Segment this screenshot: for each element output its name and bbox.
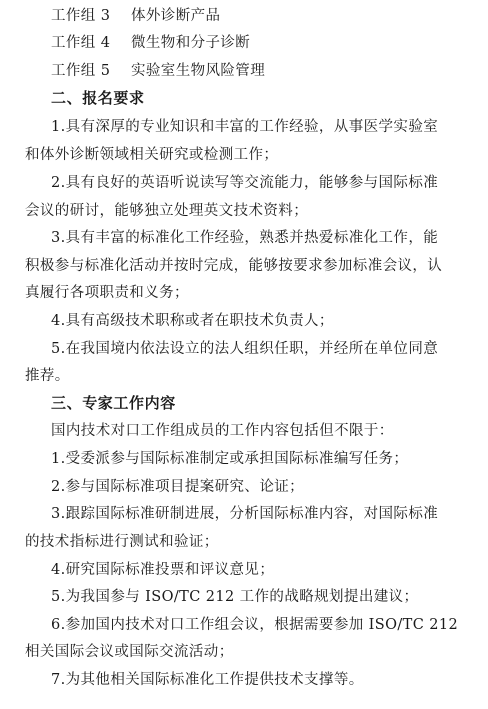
section-heading: 三、专家工作内容 [51,394,176,412]
paragraph-line: 推荐。 [25,368,70,384]
working-group-name: 体外诊断产品 [131,8,221,24]
paragraph-line: 1.受委派参与国际标准制定或承担国际标准编写任务； [51,451,409,467]
section-heading: 二、报名要求 [51,89,145,107]
paragraph-line: 和体外诊断领域相关研究或检测工作； [25,147,279,163]
working-group-name: 微生物和分子诊断 [131,35,251,51]
working-group-label: 工作组 5 [51,63,111,79]
paragraph-line: 6.参加国内技术对口工作组会议，根据需要参加 ISO/TC 212 [51,617,459,633]
paragraph-line: 7.为其他相关国际标准化工作提供技术支撑等。 [51,672,364,688]
paragraph-line: 会议的研讨，能够独立处理英文技术资料； [25,203,309,219]
paragraph-line: 2.参与国际标准项目提案研究、论证； [51,479,305,495]
paragraph-line: 真履行各项职责和义务； [25,285,189,301]
paragraph-line: 的技术指标进行测试和验证； [25,534,219,550]
paragraph-line: 国内技术对口工作组成员的工作内容包括但不限于： [51,423,394,439]
paragraph-line: 2.具有良好的英语听说读写等交流能力，能够参与国际标准 [51,175,439,191]
paragraph-line: 3.具有丰富的标准化工作经验，熟悉并热爱标准化工作，能 [51,230,439,246]
paragraph-line: 1.具有深厚的专业知识和丰富的工作经验，从事医学实验室 [51,119,439,135]
paragraph-line: 4.具有高级技术职称或者在职技术负责人； [51,313,334,329]
paragraph-line: 5.在我国境内依法设立的法人组织任职，并经所在单位同意 [51,341,439,357]
paragraph-line: 4.研究国际标准投票和评议意见； [51,562,275,578]
working-group-label: 工作组 3 [51,8,111,24]
working-group-name: 实验室生物风险管理 [131,63,266,79]
paragraph-line: 5.为我国参与 ISO/TC 212 工作的战略规划提出建议； [51,589,419,605]
working-group-label: 工作组 4 [51,35,111,51]
paragraph-line: 积极参与标准化活动并按时完成，能够按要求参加标准会议，认 [25,258,443,274]
paragraph-line: 3.跟踪国际标准研制进展，分析国际标准内容，对国际标准 [51,506,439,522]
paragraph-line: 相关国际会议或国际交流活动； [25,644,234,660]
